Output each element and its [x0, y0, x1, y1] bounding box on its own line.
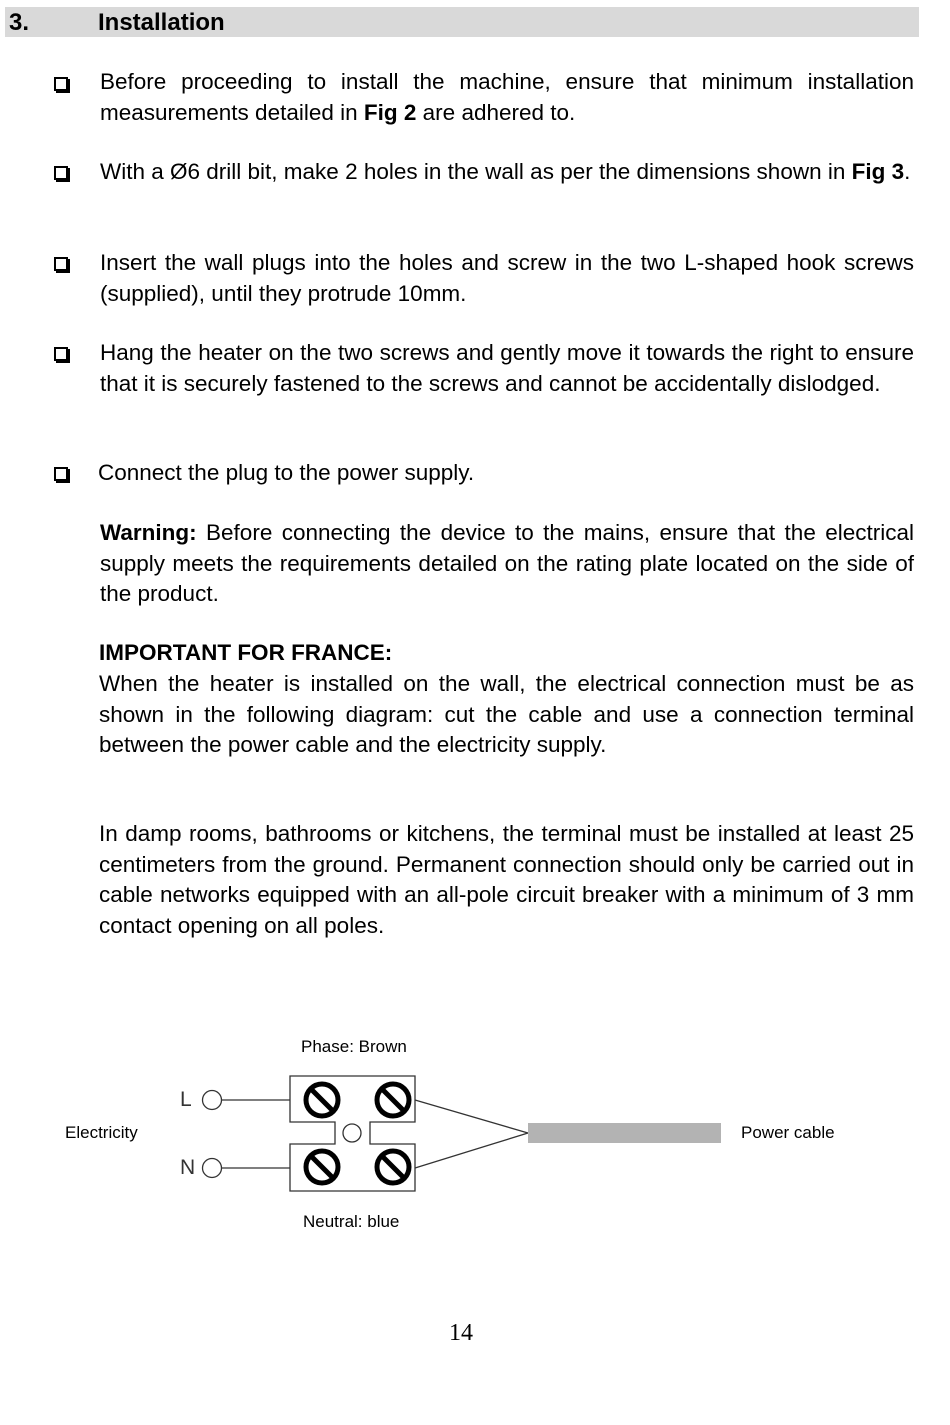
- power-cable: [528, 1123, 721, 1143]
- center-screw-icon: [343, 1124, 361, 1142]
- live-terminal-icon: [203, 1091, 222, 1110]
- electricity-label: Electricity: [65, 1123, 138, 1142]
- bullet-2-part-0: With a Ø6 drill bit, make 2 holes in the wall as per the dimensions shown in: [100, 159, 852, 184]
- important-title: IMPORTANT FOR FRANCE:: [99, 640, 393, 665]
- phase-label: Phase: Brown: [301, 1037, 407, 1056]
- power-cable-label: Power cable: [741, 1123, 835, 1142]
- bullet-3: Insert the wall plugs into the holes and screw in the two L-shaped hook screws (supplied), until they protrude 10mm.: [100, 250, 914, 306]
- section-number: 3.: [9, 9, 30, 36]
- bullet-5: Connect the plug to the power supply.: [98, 460, 475, 485]
- bullet-1-part-2: are adhered to.: [416, 99, 576, 125]
- cable-wire-bottom: [415, 1133, 528, 1168]
- important-paragraph-1: When the heater is installed on the wall, the electrical connection must be as shown in the following diagram: cut the cable and use a connection terminal between the power cable and the electricity supply.: [99, 671, 914, 757]
- l-label: L: [180, 1088, 192, 1111]
- n-label: N: [180, 1156, 196, 1179]
- page-number: 14: [449, 1320, 473, 1346]
- bullet-2-part-2: .: [904, 159, 911, 184]
- cable-wire-top: [415, 1100, 528, 1133]
- neutral-label: Neutral: blue: [303, 1212, 400, 1231]
- neutral-terminal-icon: [203, 1159, 222, 1178]
- bullet-1-part-0: Before proceeding to install the machine, ensure that minimum installation measurements detailed in: [100, 69, 914, 125]
- bullet-2-part-1: Fig 3: [851, 159, 905, 184]
- important-paragraph-2: In damp rooms, bathrooms or kitchens, the terminal must be installed at least 25 centimeters from the ground. Permanent connection should only be carried out in cable networks equipped with an all-pole circuit breaker with a minimum of 3 mm contact opening on all poles.: [99, 821, 914, 938]
- warning-label: Warning:: [100, 520, 197, 545]
- section-title: Installation: [98, 9, 225, 36]
- warning-text: Before connecting the device to the mains, ensure that the electrical supply meets the requirements detailed on the rating plate located on the side of the product.: [100, 520, 914, 606]
- bullet-4: Hang the heater on the two screws and gently move it towards the right to ensure that it is securely fastened to the screws and cannot be accidentally dislodged.: [100, 340, 914, 396]
- screws: [306, 1084, 409, 1183]
- bullet-1-part-1: Fig 2: [363, 99, 417, 125]
